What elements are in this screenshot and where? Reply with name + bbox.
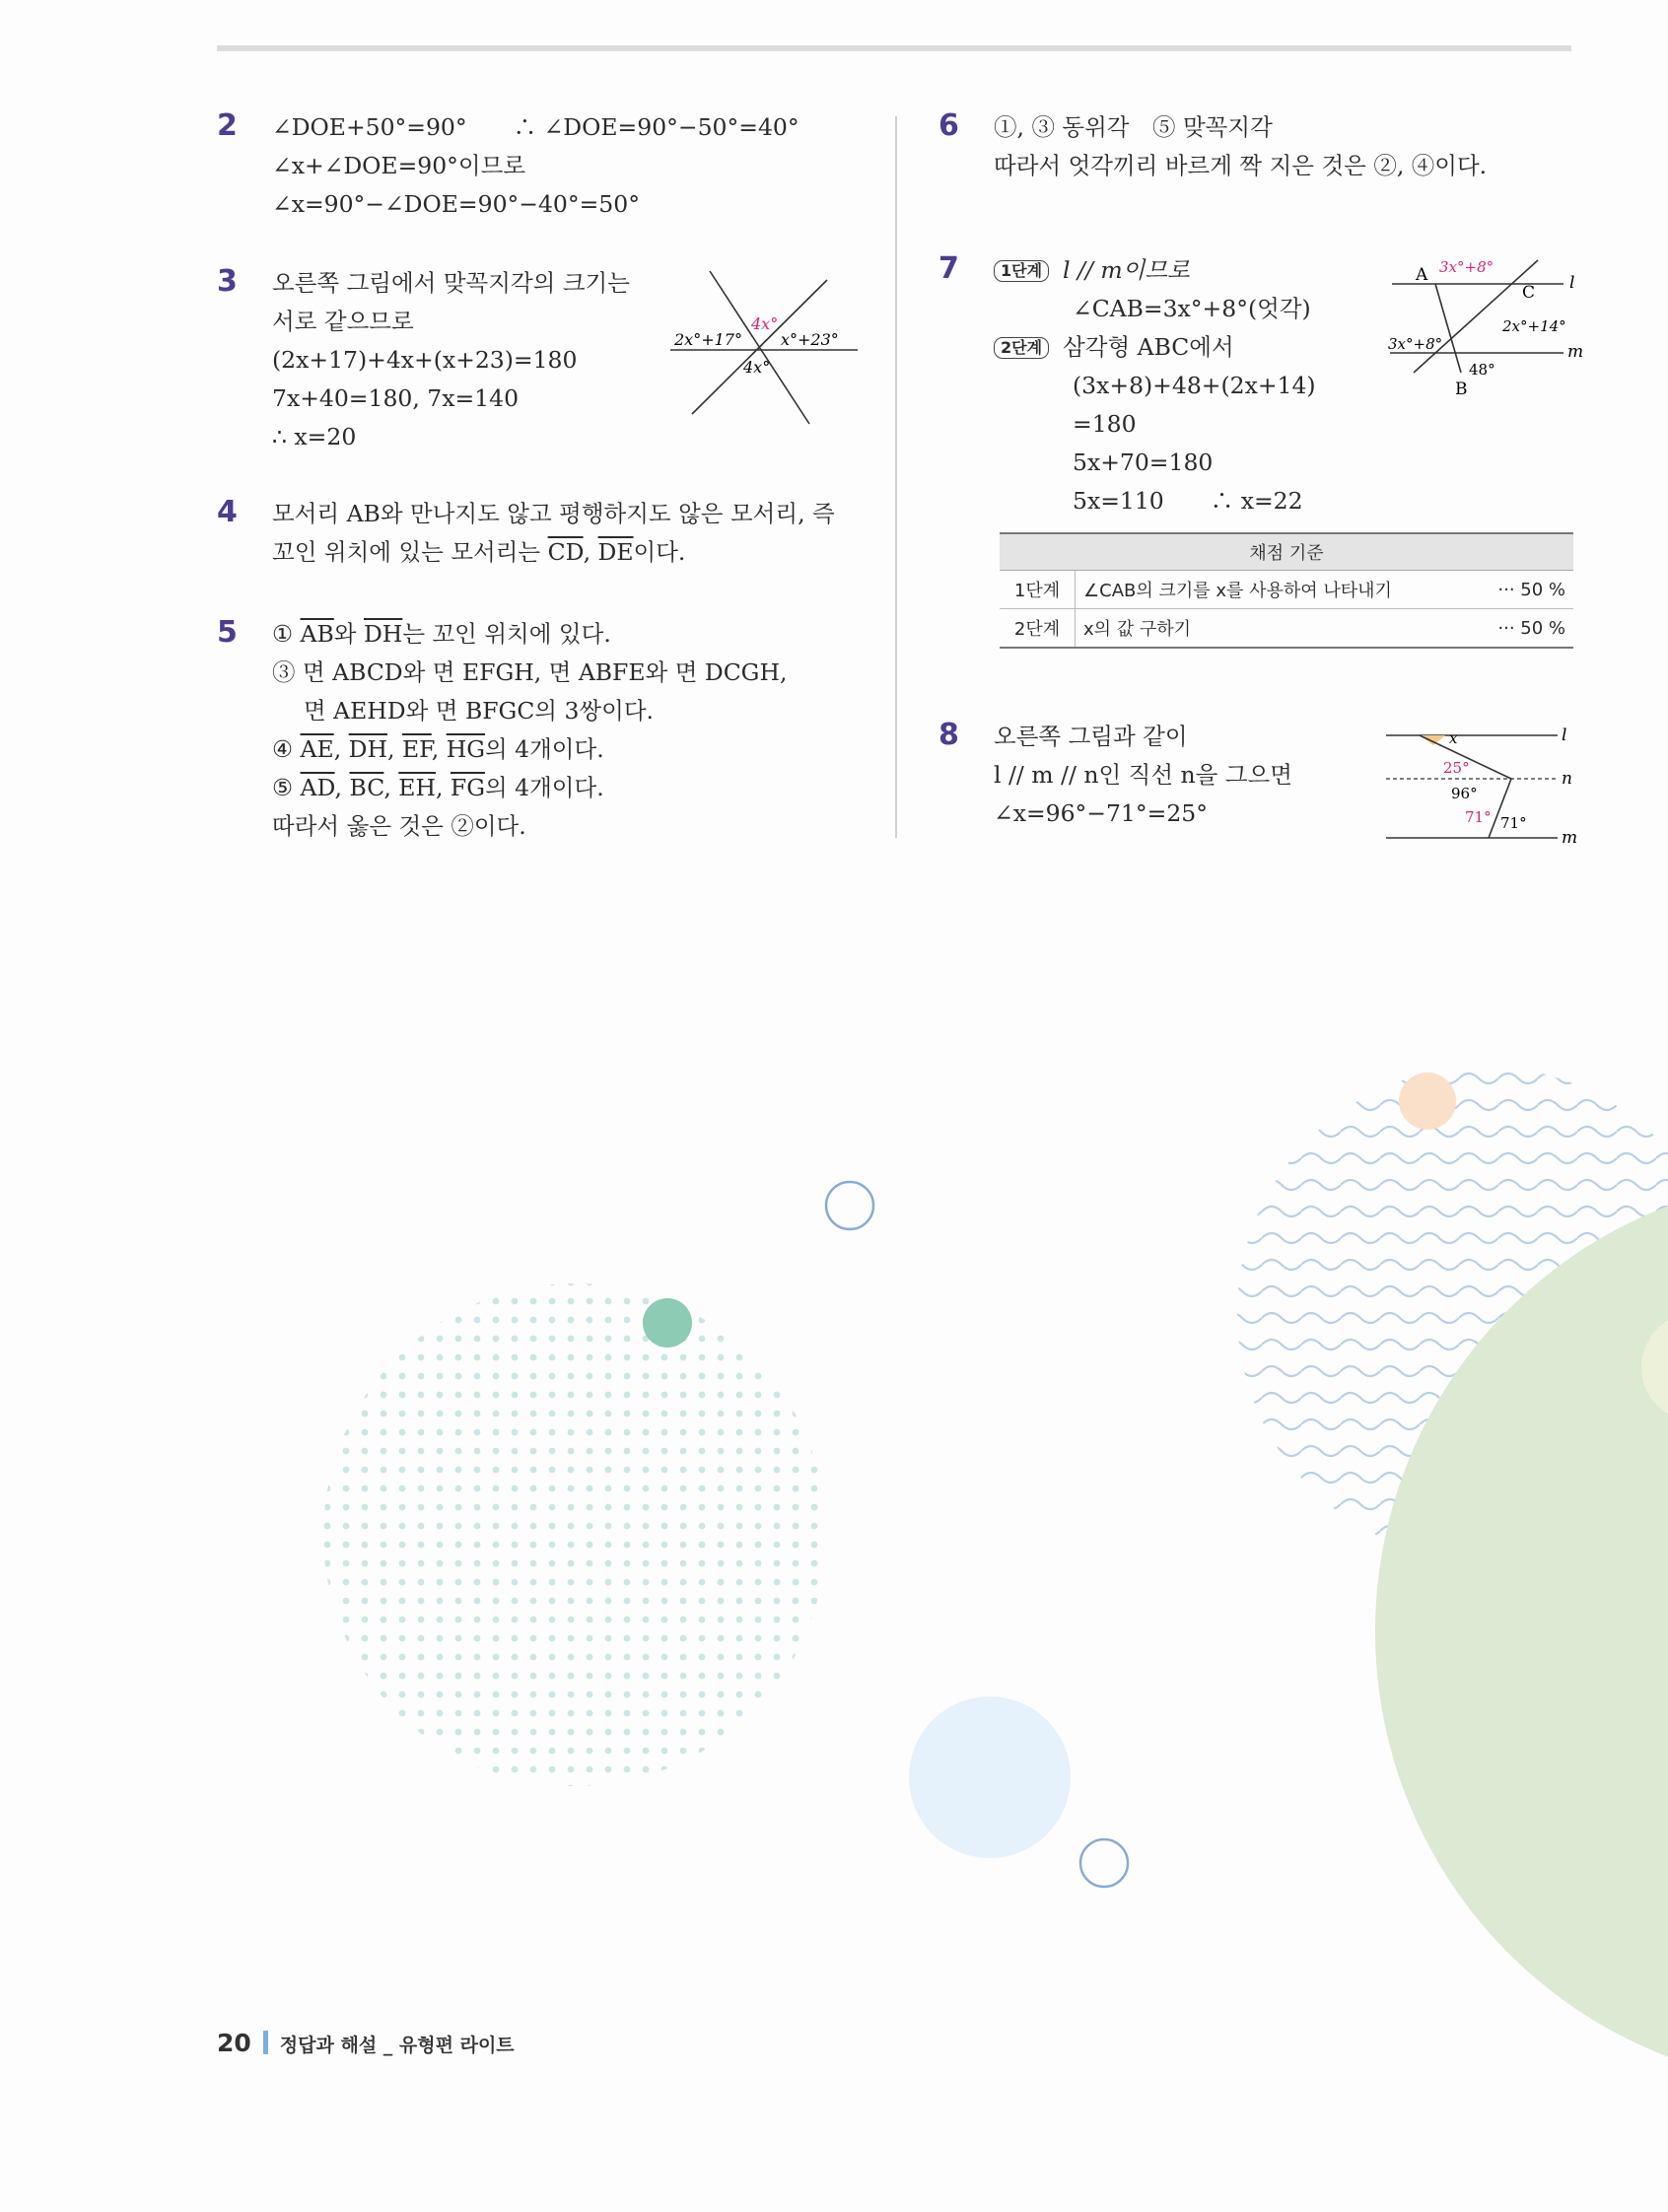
page-footer <box>217 2029 515 2057</box>
solution-line: 면 AEHD와 면 BFGC의 3쌍이다. <box>304 697 654 725</box>
solution-line: 서로 같으므로 <box>272 308 414 335</box>
page-number: 20 <box>217 2029 251 2057</box>
angle-label: 25° <box>1443 759 1470 777</box>
point-label: C <box>1522 283 1536 303</box>
problem-number: 8 <box>938 718 959 752</box>
problem-body <box>272 264 630 456</box>
problem-body <box>272 108 799 224</box>
table-row: 1단계 ∠CAB의 크기를 x를 사용하여 나타내기 ··· 50 % <box>1000 571 1573 609</box>
problem-body <box>994 718 1292 833</box>
solution-line: 따라서 엇각끼리 바르게 짝 지은 것은 ②, ④이다. <box>994 152 1488 179</box>
blue-ring-upper <box>826 1182 873 1229</box>
solution-line: 2단계 삼각형 ABC에서 <box>994 328 1316 367</box>
column-divider <box>895 116 897 838</box>
triangle-parallel-lines-figure <box>1380 254 1587 402</box>
angle-label: 2x°+17° <box>674 330 742 349</box>
solution-line: ∠x+∠DOE=90°이므로 <box>272 152 526 179</box>
dot-pattern-circle <box>315 1281 838 1804</box>
angle-label: 4x° <box>743 358 771 377</box>
angle-label: 3x°+8° <box>1388 335 1443 353</box>
angle-label: x°+23° <box>781 330 839 349</box>
problem-number: 3 <box>217 264 238 299</box>
line-label: m <box>1562 828 1578 846</box>
problem-number: 2 <box>217 108 238 143</box>
solution-line: 오른쪽 그림과 같이 <box>994 723 1188 750</box>
peach-circle <box>1399 1072 1456 1130</box>
problem-body <box>994 251 1316 520</box>
solution-line: 모서리 AB와 만나지도 않고 평행하지도 않은 모서리, 즉 <box>272 500 835 527</box>
line-label: n <box>1562 769 1572 789</box>
problem-body <box>994 108 1487 185</box>
solution-line: ∠x=90°−∠DOE=90°−40°=50° <box>272 190 640 218</box>
point-label: A <box>1416 265 1428 285</box>
line-label: m <box>1567 342 1584 362</box>
solution-line: (3x+8)+48+(2x+14) <box>1073 372 1316 399</box>
solution-line: 오른쪽 그림에서 맞꼭지각의 크기는 <box>272 269 630 297</box>
solution-line: ∠DOE+50°=90° ∴ ∠DOE=90°−50°=40° <box>272 113 799 141</box>
segment-de: $\overline{DE}$ <box>597 538 634 566</box>
step-badge: 2단계 <box>994 337 1049 359</box>
grading-table <box>1000 532 1573 649</box>
solution-line: 5x=110 ∴ x=22 <box>1073 487 1303 515</box>
solution-line: ∴ x=20 <box>272 423 357 450</box>
solution-line: 5x+70=180 <box>1073 449 1214 476</box>
solution-line: ① $\overline{AB}$와 $\overline{DH}$는 꼬인 위치에 있다. <box>272 620 611 648</box>
step-badge: 1단계 <box>994 260 1049 282</box>
angle-label: 71° <box>1465 808 1492 826</box>
problem-body <box>272 615 787 846</box>
angle-label: 48° <box>1469 361 1495 379</box>
solution-line: ③ 면 ABCD와 면 EFGH, 면 ABFE와 면 DCGH, <box>272 658 788 686</box>
angle-label: 4x° <box>751 314 779 333</box>
top-rule <box>217 45 1571 51</box>
solution-line: ∠CAB=3x°+8°(엇각) <box>1073 295 1311 322</box>
line-label: l <box>1569 273 1575 293</box>
problem-number: 4 <box>217 495 238 529</box>
solution-line: ⑤ $\overline{AD}$, $\overline{BC}$, $\overline{EH}$, $\overline{FG}$의 4개이다. <box>272 774 604 801</box>
point-label: B <box>1455 380 1468 399</box>
solution-line: ④ $\overline{AE}$, $\overline{DH}$, $\overline{EF}$, $\overline{HG}$의 4개이다. <box>272 735 604 763</box>
vertical-angles-figure <box>666 264 864 432</box>
blue-ring-lower <box>1080 1839 1128 1887</box>
solution-line: (2x+17)+4x+(x+23)=180 <box>272 346 578 374</box>
solution-line: 꼬인 위치에 있는 모서리는 $\overline{CD}$, $\overline{DE}$이다. <box>272 538 686 566</box>
teal-dot <box>643 1298 692 1348</box>
segment-cd: $\overline{CD}$ <box>547 538 584 566</box>
solution-line: 7x+40=180, 7x=140 <box>272 384 520 412</box>
problem-body <box>272 495 835 572</box>
solution-line: l // m // n인 직선 n을 그으면 <box>994 761 1292 789</box>
problem-number: 5 <box>217 615 238 650</box>
solution-line: 1단계 l // m이므로 <box>994 251 1316 290</box>
line-label: l <box>1562 726 1567 745</box>
solution-line: =180 <box>1073 410 1137 438</box>
solution-line: 따라서 옳은 것은 ②이다. <box>272 812 526 840</box>
angle-label: x <box>1449 729 1458 747</box>
angle-label: 96° <box>1451 785 1478 802</box>
angle-label: 71° <box>1500 814 1527 832</box>
footer-divider <box>263 2031 268 2054</box>
three-parallel-lines-figure <box>1380 718 1587 846</box>
grading-header: 채점 기준 <box>1000 533 1573 571</box>
solution-line: ∠x=96°−71°=25° <box>994 799 1208 827</box>
light-blue-circle <box>909 1696 1071 1858</box>
angle-label: 3x°+8° <box>1439 258 1494 276</box>
problem-number: 7 <box>938 251 959 286</box>
footer-title: 정답과 해설 _ 유형편 라이트 <box>279 2035 515 2056</box>
angle-label: 2x°+14° <box>1502 317 1566 335</box>
problem-number: 6 <box>938 108 959 143</box>
table-row: 2단계 x의 값 구하기 ··· 50 % <box>1000 609 1573 649</box>
solution-line: ①, ③ 동위각 ⑤ 맞꼭지각 <box>994 113 1273 141</box>
